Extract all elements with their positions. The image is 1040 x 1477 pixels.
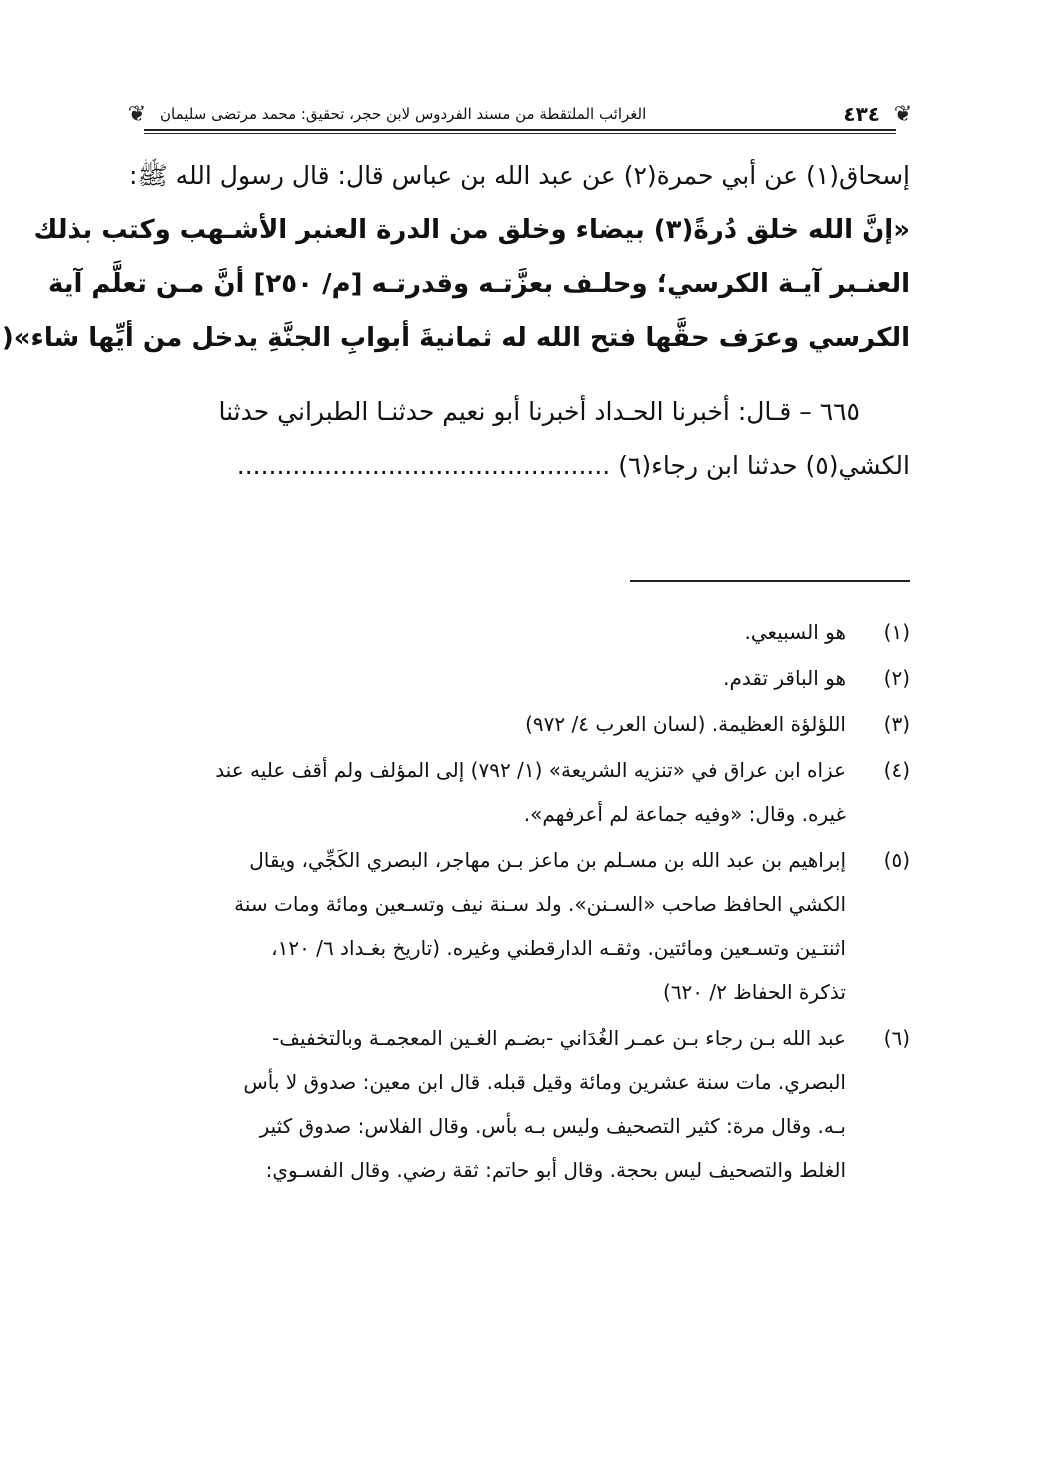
footnote bbox=[130, 610, 910, 654]
footnote-line: الكشي الحافظ صاحب «السـنن». ولد سـنة نيف وتسـعين ومائة ومات سنة bbox=[234, 892, 846, 916]
floral-ornament-icon: ❦ bbox=[893, 102, 913, 127]
footnote-number: (٤) bbox=[883, 758, 910, 782]
footnotes bbox=[130, 610, 910, 1194]
footnote-number: (١) bbox=[883, 620, 910, 644]
hadith-text-line: الكرسي وعرَف حقَّها فتح الله له ثمانيةَ أبوابِ الجنَّةِ يدخل من أيِّها شاء»( bbox=[1, 323, 910, 353]
main-text bbox=[1, 150, 910, 494]
ellipsis-dots: ............................................... bbox=[236, 451, 611, 480]
footnote-number: (٣) bbox=[883, 712, 910, 736]
footnote-line: تذكرة الحفاظ ٢/ ٦٢٠) bbox=[663, 980, 846, 1004]
running-title: الغرائب الملتقطة من مسند الفردوس لابن حجر، تحقيق: محمد مرتضى سليمان bbox=[160, 105, 647, 123]
footnote-line: الغلط والتصحيف ليس بحجة. وقال أبو حاتم: ثقة رضي. وقال الفسـوي: bbox=[265, 1158, 846, 1182]
footnote bbox=[130, 656, 910, 700]
footnote bbox=[130, 702, 910, 746]
footnote-line: اثنتـين وتسـعين ومائتين. وثقـه الدارقطني وغيره. (تاريخ بغـداد ٦/ ١٢٠، bbox=[271, 936, 846, 960]
footnote-separator bbox=[630, 580, 910, 582]
footnote-line: عبد الله بـن رجاء بـن عمـر الغُدَاني -بضـم الغـين المعجمـة وبالتخفيف- bbox=[272, 1026, 846, 1050]
footnote-line: غيره. وقال: «وفيه جماعة لم أعرفهم». bbox=[523, 802, 846, 826]
floral-ornament-icon: ❦ bbox=[127, 102, 147, 127]
hadith-text-line: العنـبر آيـة الكرسي؛ وحلـف بعزَّتـه وقدرتـه [م/ ٢٥٠] أنَّ مـن تعلَّم آية bbox=[47, 269, 910, 299]
text-line bbox=[130, 440, 910, 494]
footnote bbox=[130, 838, 910, 1014]
footnote-line: بـه. وقال مرة: كثير التصحيف وليس بـه بأس. وقال الفلاس: صدوق كثير bbox=[259, 1114, 846, 1138]
footnote-line: إبراهيم بن عبد الله بن مسـلم بن ماعز بـن مهاجر، البصري الكَجِّي، ويقال bbox=[249, 848, 846, 872]
footnote-number: (٥) bbox=[883, 848, 910, 872]
footnote bbox=[130, 1016, 910, 1192]
header-rule bbox=[144, 129, 896, 134]
footnote-number: (٦) bbox=[883, 1026, 910, 1050]
footnote-line: هو السبيعي. bbox=[744, 620, 846, 644]
footnote-line: عزاه ابن عراق في «تنزيه الشريعة» (١/ ٧٩٢) إلى المؤلف ولم أقف عليه عند bbox=[215, 758, 846, 782]
footnote bbox=[130, 748, 910, 836]
running-header bbox=[127, 96, 913, 136]
text-line: إسحاق(١) عن أبي حمرة(٢) عن عبد الله بن عباس قال: قال رسول الله ﷺ: bbox=[129, 161, 910, 190]
hadith-text-line: «إنَّ الله خلق دُرةً(٣) بيضاء وخلق من الدرة العنبر الأشـهب وكتب بذلك bbox=[33, 215, 910, 245]
hadith-number-line: ٦٦٥ – قـال: أخبرنا الحـداد أخبرنا أبو نعيم حدثنـا الطبراني حدثنا bbox=[218, 397, 860, 426]
footnote-number: (٢) bbox=[883, 666, 910, 690]
isnad-text: الكشي(٥) حدثنا ابن رجاء(٦) bbox=[618, 451, 910, 480]
footnote-line: اللؤلؤة العظيمة. (لسان العرب ٤/ ٩٧٢) bbox=[525, 712, 846, 736]
page-number: ٤٣٤ bbox=[843, 102, 880, 126]
footnote-line: هو الباقر تقدم. bbox=[723, 666, 846, 690]
footnote-line: البصري. مات سنة عشرين ومائة وقيل قبله. قال ابن معين: صدوق لا بأس bbox=[243, 1070, 846, 1094]
